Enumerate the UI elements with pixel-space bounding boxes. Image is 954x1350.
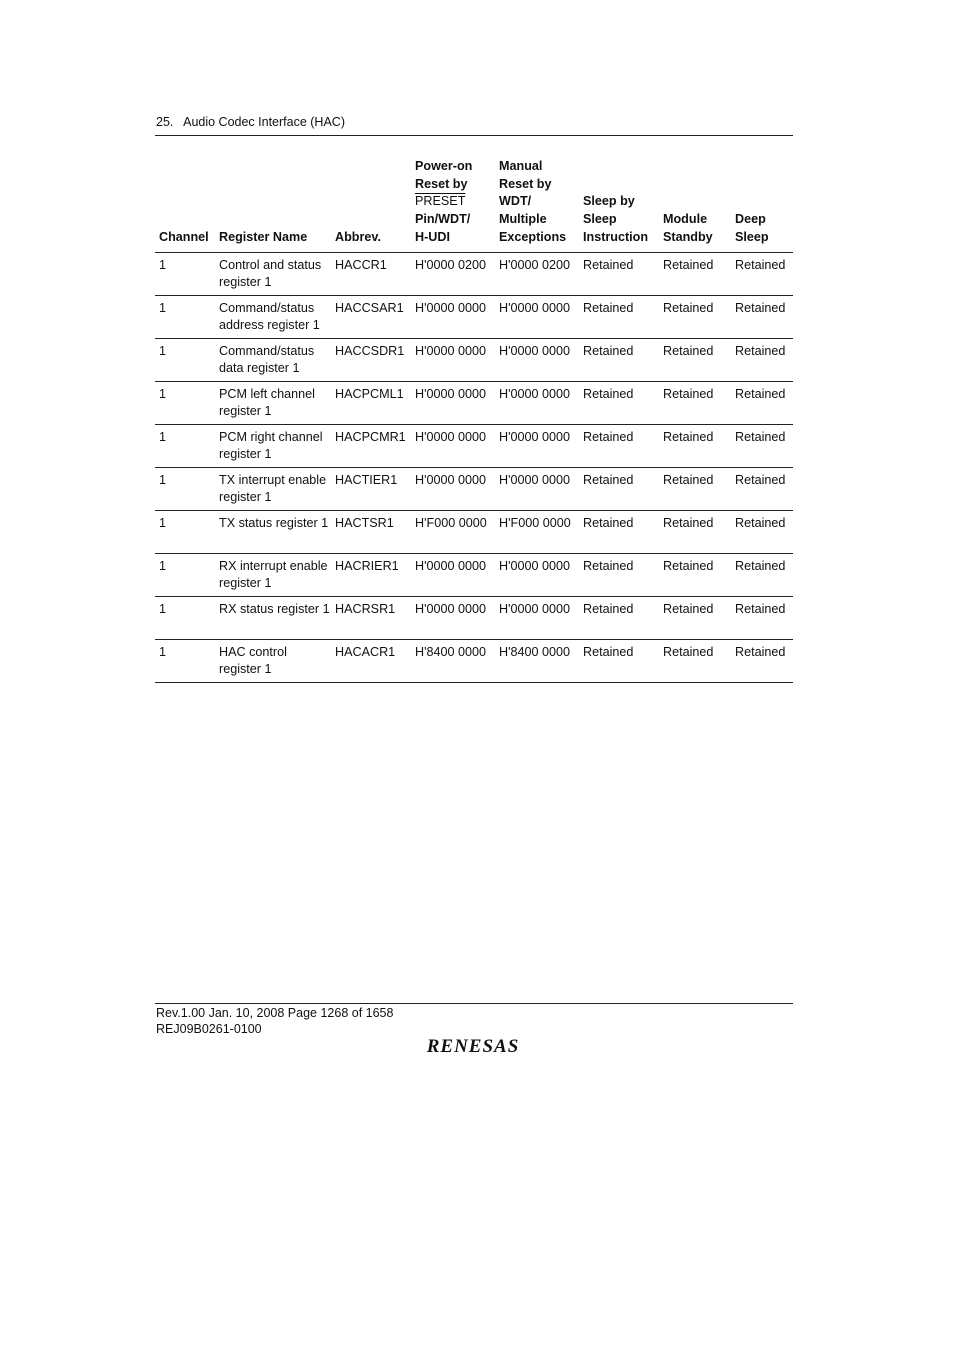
cell-deep-sleep: Retained [731,338,793,381]
cell-power-on-reset: H'0000 0000 [411,424,495,467]
page-footer [155,1003,793,1037]
cell-power-on-reset: H'0000 0000 [411,338,495,381]
cell-manual-reset: H'8400 0000 [495,639,579,682]
cell-sleep: Retained [579,338,659,381]
header-power-on-reset: Power-on Reset by PRESET Pin/WDT/ H-UDI [411,158,495,252]
header-module-standby: Module Standby [659,158,731,252]
header-channel: Channel [155,158,215,252]
table-row [155,553,793,596]
cell-power-on-reset: H'F000 0000 [411,510,495,553]
table-row [155,424,793,467]
header-deep-sleep: Deep Sleep [731,158,793,252]
cell-manual-reset: H'0000 0000 [495,381,579,424]
cell-abbrev: HACTSR1 [331,510,411,553]
register-states-table [155,158,793,683]
header-sleep: Sleep by Sleep Instruction [579,158,659,252]
cell-power-on-reset: H'0000 0000 [411,596,495,639]
cell-power-on-reset: H'0000 0200 [411,252,495,295]
cell-manual-reset: H'0000 0200 [495,252,579,295]
cell-register-name: RX status register 1 [215,596,331,639]
cell-manual-reset: H'0000 0000 [495,338,579,381]
cell-channel: 1 [155,252,215,295]
cell-sleep: Retained [579,381,659,424]
cell-manual-reset: H'F000 0000 [495,510,579,553]
footer-revision: Rev.1.00 Jan. 10, 2008 Page 1268 of 1658 [156,1006,394,1020]
svg-text:RENESAS: RENESAS [426,1036,520,1056]
cell-channel: 1 [155,467,215,510]
table-row [155,338,793,381]
cell-module-standby: Retained [659,424,731,467]
cell-module-standby: Retained [659,639,731,682]
cell-deep-sleep: Retained [731,424,793,467]
cell-deep-sleep: Retained [731,639,793,682]
cell-manual-reset: H'0000 0000 [495,295,579,338]
cell-register-name: Command/status address register 1 [215,295,331,338]
table-row [155,596,793,639]
cell-abbrev: HACCSDR1 [331,338,411,381]
cell-abbrev: HACACR1 [331,639,411,682]
cell-module-standby: Retained [659,553,731,596]
cell-sleep: Retained [579,467,659,510]
cell-sleep: Retained [579,596,659,639]
cell-deep-sleep: Retained [731,295,793,338]
renesas-logo [413,1034,533,1056]
cell-abbrev: HACCR1 [331,252,411,295]
cell-module-standby: Retained [659,596,731,639]
cell-power-on-reset: H'0000 0000 [411,295,495,338]
cell-channel: 1 [155,553,215,596]
cell-register-name: PCM right channel register 1 [215,424,331,467]
cell-sleep: Retained [579,252,659,295]
cell-channel: 1 [155,381,215,424]
cell-power-on-reset: H'8400 0000 [411,639,495,682]
cell-channel: 1 [155,338,215,381]
cell-channel: 1 [155,295,215,338]
table-row [155,295,793,338]
cell-module-standby: Retained [659,295,731,338]
cell-sleep: Retained [579,553,659,596]
table-row [155,467,793,510]
cell-register-name: TX interrupt enable register 1 [215,467,331,510]
cell-deep-sleep: Retained [731,467,793,510]
table-row [155,381,793,424]
cell-module-standby: Retained [659,510,731,553]
cell-power-on-reset: H'0000 0000 [411,553,495,596]
header-abbrev: Abbrev. [331,158,411,252]
cell-register-name: PCM left channel register 1 [215,381,331,424]
header-manual-reset: Manual Reset by WDT/ Multiple Exceptions [495,158,579,252]
cell-abbrev: HACCSAR1 [331,295,411,338]
cell-deep-sleep: Retained [731,510,793,553]
cell-module-standby: Retained [659,467,731,510]
cell-channel: 1 [155,510,215,553]
cell-sleep: Retained [579,424,659,467]
cell-power-on-reset: H'0000 0000 [411,467,495,510]
cell-deep-sleep: Retained [731,596,793,639]
cell-sleep: Retained [579,510,659,553]
cell-abbrev: HACPCML1 [331,381,411,424]
cell-register-name: Control and status register 1 [215,252,331,295]
cell-channel: 1 [155,424,215,467]
cell-module-standby: Retained [659,252,731,295]
footer-doc-number: REJ09B0261-0100 [156,1021,262,1036]
cell-manual-reset: H'0000 0000 [495,467,579,510]
table-row [155,510,793,553]
cell-sleep: Retained [579,639,659,682]
cell-channel: 1 [155,596,215,639]
header-register-name: Register Name [215,158,331,252]
table-row [155,639,793,682]
cell-deep-sleep: Retained [731,252,793,295]
chapter-title: 25. Audio Codec Interface (HAC) [156,115,345,129]
cell-deep-sleep: Retained [731,553,793,596]
cell-deep-sleep: Retained [731,381,793,424]
cell-sleep: Retained [579,295,659,338]
cell-manual-reset: H'0000 0000 [495,424,579,467]
cell-register-name: Command/status data register 1 [215,338,331,381]
cell-abbrev: HACRIER1 [331,553,411,596]
cell-abbrev: HACPCMR1 [331,424,411,467]
cell-manual-reset: H'0000 0000 [495,596,579,639]
cell-module-standby: Retained [659,338,731,381]
cell-register-name: TX status register 1 [215,510,331,553]
cell-register-name: RX interrupt enable register 1 [215,553,331,596]
cell-abbrev: HACTIER1 [331,467,411,510]
cell-abbrev: HACRSR1 [331,596,411,639]
table-row [155,252,793,295]
cell-manual-reset: H'0000 0000 [495,553,579,596]
cell-channel: 1 [155,639,215,682]
cell-register-name: HAC control register 1 [215,639,331,682]
cell-power-on-reset: H'0000 0000 [411,381,495,424]
cell-module-standby: Retained [659,381,731,424]
page-header [155,115,793,136]
table-header-row [155,158,793,252]
